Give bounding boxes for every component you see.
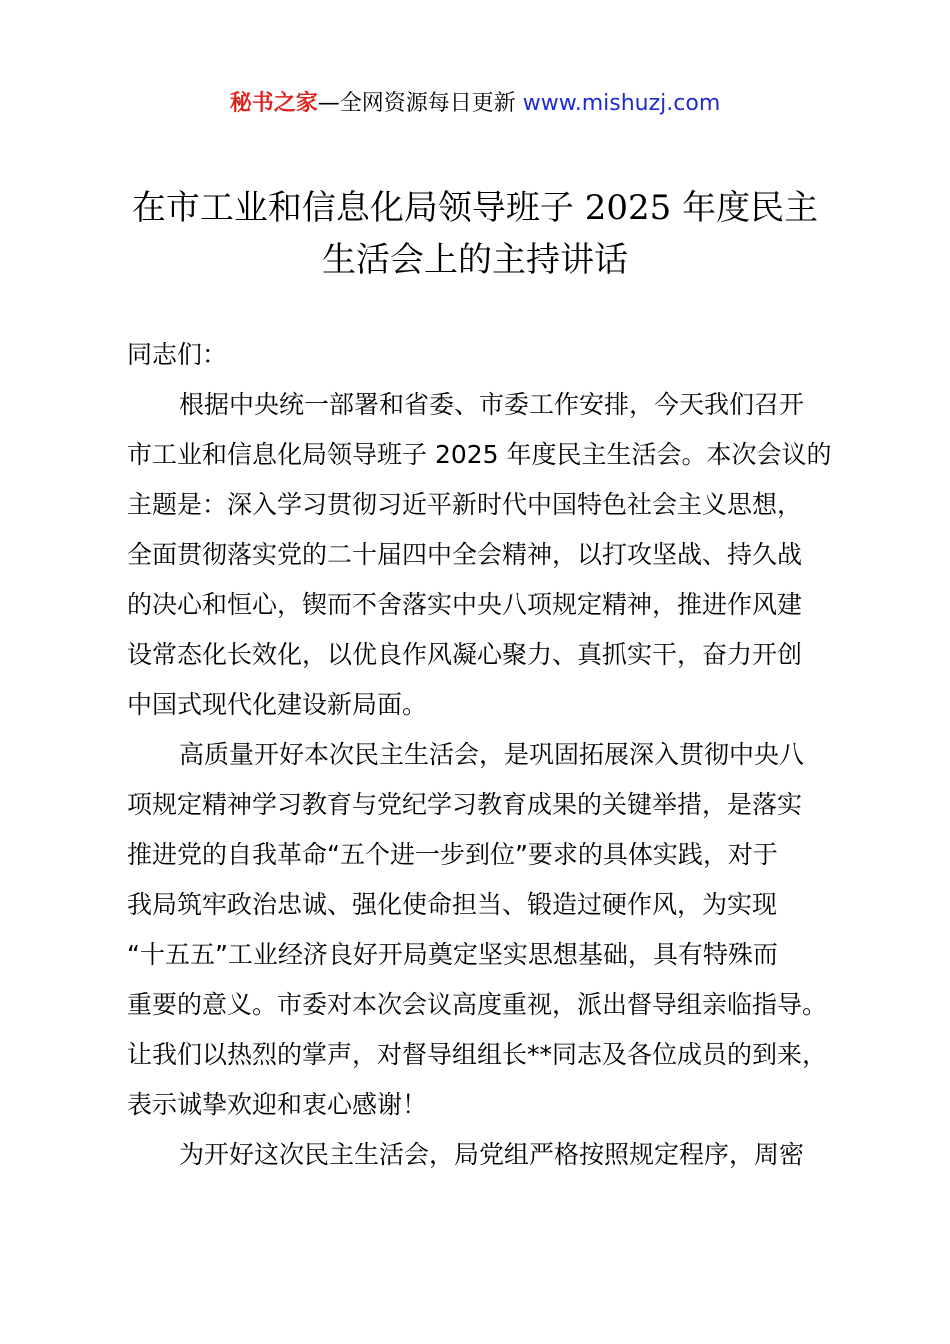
paragraph-line: 我局筑牢政治忠诚、强化使命担当、锻造过硬作风，为实现 (127, 890, 778, 919)
paragraph-line: 表示诚挚欢迎和衷心感谢！ (127, 1090, 428, 1119)
paragraph-line: 根据中央统一部署和省委、市委工作安排，今天我们召开 (179, 390, 805, 419)
header-tagline: —全网资源每日更新 (317, 91, 523, 116)
title-line: 生活会上的主持讲话 (322, 240, 628, 280)
paragraph-line: 推进党的自我革命“五个进一步到位”要求的具体实践，对于 (127, 840, 778, 869)
website-link[interactable]: www.mishuzj.com (522, 91, 721, 116)
paragraph-2 (127, 730, 867, 1130)
paragraph-line: 为开好这次民主生活会，局党组严格按照规定程序，周密 (179, 1140, 805, 1169)
paragraph-line: 主题是：深入学习贯彻习近平新时代中国特色社会主义思想， (127, 490, 803, 519)
paragraph-line: 市工业和信息化局领导班子 2025 年度民主生活会。本次会议的 (127, 440, 832, 469)
brand-name: 秘书之家 (229, 91, 318, 116)
paragraph-line: 设常态化长效化，以优良作风凝心聚力、真抓实干，奋力开创 (127, 640, 803, 669)
paragraph-line: 项规定精神学习教育与党纪学习教育成果的关键举措，是落实 (127, 790, 803, 819)
paragraph-line: 高质量开好本次民主生活会，是巩固拓展深入贯彻中央八 (179, 740, 805, 769)
title-line: 在市工业和信息化局领导班子 2025 年度民主 (131, 188, 819, 228)
document-body (127, 330, 867, 1180)
page-header (0, 88, 950, 120)
paragraph-line: 让我们以热烈的掌声，对督导组组长**同志及各位成员的到来， (127, 1040, 828, 1069)
document-title (100, 182, 850, 286)
paragraph-line: 中国式现代化建设新局面。 (127, 690, 428, 719)
paragraph-line: 重要的意义。市委对本次会议高度重视，派出督导组亲临指导。 (127, 990, 828, 1019)
paragraph-1 (127, 380, 867, 730)
paragraph-line: 全面贯彻落实党的二十届四中全会精神，以打攻坚战、持久战 (127, 540, 803, 569)
paragraph-line: 的决心和恒心，锲而不舍落实中央八项规定精神，推进作风建 (127, 590, 803, 619)
paragraph-3 (127, 1130, 867, 1180)
salutation: 同志们： (127, 340, 228, 369)
paragraph-line: “十五五”工业经济良好开局奠定坚实思想基础，具有特殊而 (127, 940, 778, 969)
